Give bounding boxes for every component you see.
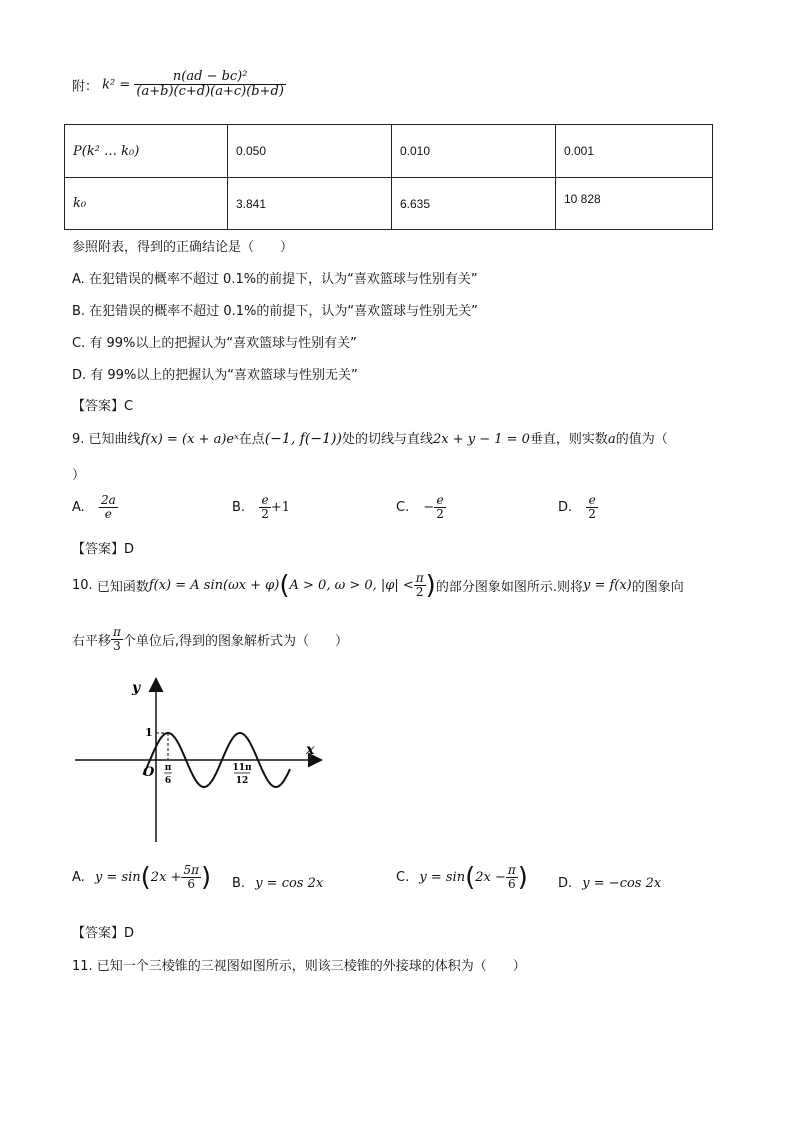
- frac-den: 2: [261, 507, 269, 522]
- option-fraction: [586, 494, 598, 521]
- q10-option-d: [558, 864, 661, 904]
- q10-cond-frac: [414, 572, 426, 599]
- formula-label: 附：: [72, 79, 99, 95]
- q10-text: 右平移: [72, 634, 112, 650]
- origin-label: O: [143, 765, 155, 780]
- q9-number: 9.: [72, 432, 85, 447]
- paren-close: ): [200, 862, 212, 893]
- option-sign: −: [423, 500, 435, 516]
- option-letter: B.: [232, 500, 246, 516]
- option-fraction: [434, 494, 446, 521]
- answer-value: D: [124, 542, 135, 557]
- frac-den: 3: [113, 639, 121, 654]
- frac-den: 6: [187, 877, 196, 892]
- critical-value-table: [64, 124, 713, 230]
- q10-text: 的部分图象如图所示.则将: [435, 580, 583, 596]
- frac-den: 2: [415, 585, 424, 600]
- q8-option-b: B. 在犯错误的概率不超过 0.1%的前提下，认为“喜欢篮球与性别无关”: [72, 304, 478, 319]
- tick-pi-6-num: π: [164, 763, 172, 773]
- option-letter: D.: [558, 876, 573, 891]
- q9-option-b: [232, 494, 290, 521]
- formula-fraction: [134, 70, 286, 100]
- table-cell: P(k² … k₀): [65, 125, 228, 178]
- q9-point: (−1, f(−1)): [264, 431, 342, 447]
- q10-condition: A > 0, ω > 0, |φ| <: [289, 578, 414, 594]
- option-func: y = −cos 2x: [582, 876, 662, 891]
- y-one-label: 1: [145, 726, 153, 739]
- option-letter: A.: [72, 500, 85, 516]
- table-cell: 10 828: [556, 178, 713, 230]
- q9-option-d: [558, 494, 598, 521]
- option-letter: C.: [396, 870, 410, 886]
- option-letter: A.: [72, 870, 85, 886]
- q9-close-paren: ）: [72, 468, 86, 483]
- y-axis-label: y: [132, 680, 141, 696]
- q9-option-a: [72, 494, 118, 521]
- table-cell: 6.635: [392, 178, 556, 230]
- q9-line: 2x + y − 1 = 0: [432, 432, 530, 447]
- answer-label: 【答案】: [72, 926, 125, 941]
- option-letter: C.: [396, 500, 410, 516]
- q8-stem: 参照附表，得到的正确结论是（ ）: [72, 240, 294, 255]
- frac-num: π: [415, 571, 424, 585]
- frac-num: e: [434, 494, 446, 508]
- q9-text: 处的切线与直线: [341, 432, 433, 447]
- answer-value: D: [124, 926, 135, 941]
- table-cell: 0.010: [392, 125, 556, 178]
- table-cell: 0.001: [556, 125, 713, 178]
- formula-line: [72, 70, 286, 116]
- frac-num: 5π: [183, 863, 199, 877]
- q9-text: 的值为（: [615, 432, 668, 447]
- option-fraction: [181, 864, 201, 891]
- table-cell: 0.050: [228, 125, 392, 178]
- tick-11pi-12-num: 11π: [232, 763, 252, 773]
- option-fraction: [99, 494, 118, 521]
- q10-option-c: [396, 864, 528, 904]
- q8-option-c: C. 有 99%以上的把握认为“喜欢篮球与性别有关”: [72, 336, 357, 351]
- table-cell: 3.841: [228, 178, 392, 230]
- q10-text: 的图象向: [631, 580, 684, 596]
- frac-num: e: [259, 494, 271, 508]
- paren-open: (: [465, 862, 476, 893]
- q10-text: 已知函数: [96, 580, 149, 596]
- frac-num: π: [507, 863, 516, 877]
- formula-lhs: k² =: [102, 77, 131, 93]
- q8-answer: [72, 395, 133, 414]
- q9-text: 已知曲线: [88, 432, 141, 447]
- table-row: [65, 125, 713, 178]
- frac-den: 2: [588, 507, 596, 522]
- option-fraction: [506, 864, 518, 891]
- q10-option-a: [72, 864, 211, 904]
- q10-text: 个单位后,得到的图象解析式为（ ）: [122, 634, 349, 650]
- q9-text: 垂直，则实数: [529, 432, 608, 447]
- frac-den: e: [104, 507, 112, 522]
- q8-option-d: D. 有 99%以上的把握认为“喜欢篮球与性别无关”: [72, 368, 358, 383]
- q9-text: 在点: [238, 432, 265, 447]
- option-letter: B.: [232, 876, 246, 891]
- q8-option-a: A. 在犯错误的概率不超过 0.1%的前提下，认为“喜欢篮球与性别有关”: [72, 272, 478, 287]
- paren-open: (: [140, 862, 151, 893]
- q9-function: f(x) = (x + a)eˣ: [140, 432, 239, 447]
- q10-option-b: [232, 864, 323, 904]
- formula-numerator: n(ad − bc)²: [134, 70, 286, 85]
- q10-number: 10.: [72, 578, 93, 594]
- option-inner: 2x +: [150, 870, 182, 886]
- formula-denominator: (a+b)(c+d)(a+c)(b+d): [136, 84, 284, 100]
- option-tail: +1: [270, 500, 291, 516]
- q10-stem-line2: [72, 626, 348, 666]
- sine-graph: [70, 672, 330, 848]
- frac-den: 2: [436, 507, 444, 522]
- tick-11pi-12-den: 12: [235, 776, 249, 786]
- paren-close: ): [425, 570, 436, 601]
- x-axis-label: x: [306, 742, 315, 758]
- q9-option-c: [396, 494, 446, 521]
- paren-open: (: [279, 570, 290, 601]
- q9-stem: [72, 428, 668, 447]
- q10-shift-frac: [111, 626, 123, 653]
- paren-close: ): [517, 862, 528, 893]
- frac-num: π: [113, 625, 121, 639]
- option-func: y = sin: [419, 870, 466, 886]
- q9-answer: [72, 538, 134, 557]
- frac-den: 6: [507, 877, 516, 892]
- q10-answer: [72, 922, 134, 941]
- tick-pi-6-den: 6: [164, 776, 172, 786]
- answer-label: 【答案】: [72, 542, 125, 557]
- table-cell: k₀: [65, 178, 228, 230]
- option-func: y = cos 2x: [255, 876, 324, 891]
- frac-num: 2a: [100, 493, 116, 507]
- answer-value: C: [124, 399, 134, 414]
- option-inner: 2x −: [475, 870, 506, 886]
- frac-num: e: [586, 494, 598, 508]
- option-func: y = sin: [94, 870, 141, 886]
- q11-stem: 11. 已知一个三棱锥的三视图如图所示，则该三棱锥的外接球的体积为（ ）: [72, 959, 526, 974]
- q9-var: a: [607, 432, 616, 447]
- option-fraction: [259, 494, 271, 521]
- table-row: [65, 178, 713, 230]
- q10-function: f(x) = A sin(ωx + φ): [148, 578, 280, 594]
- q10-stem: [72, 572, 684, 612]
- q10-yfx: y = f(x): [582, 578, 632, 594]
- answer-label: 【答案】: [72, 399, 125, 414]
- option-letter: D.: [558, 500, 573, 516]
